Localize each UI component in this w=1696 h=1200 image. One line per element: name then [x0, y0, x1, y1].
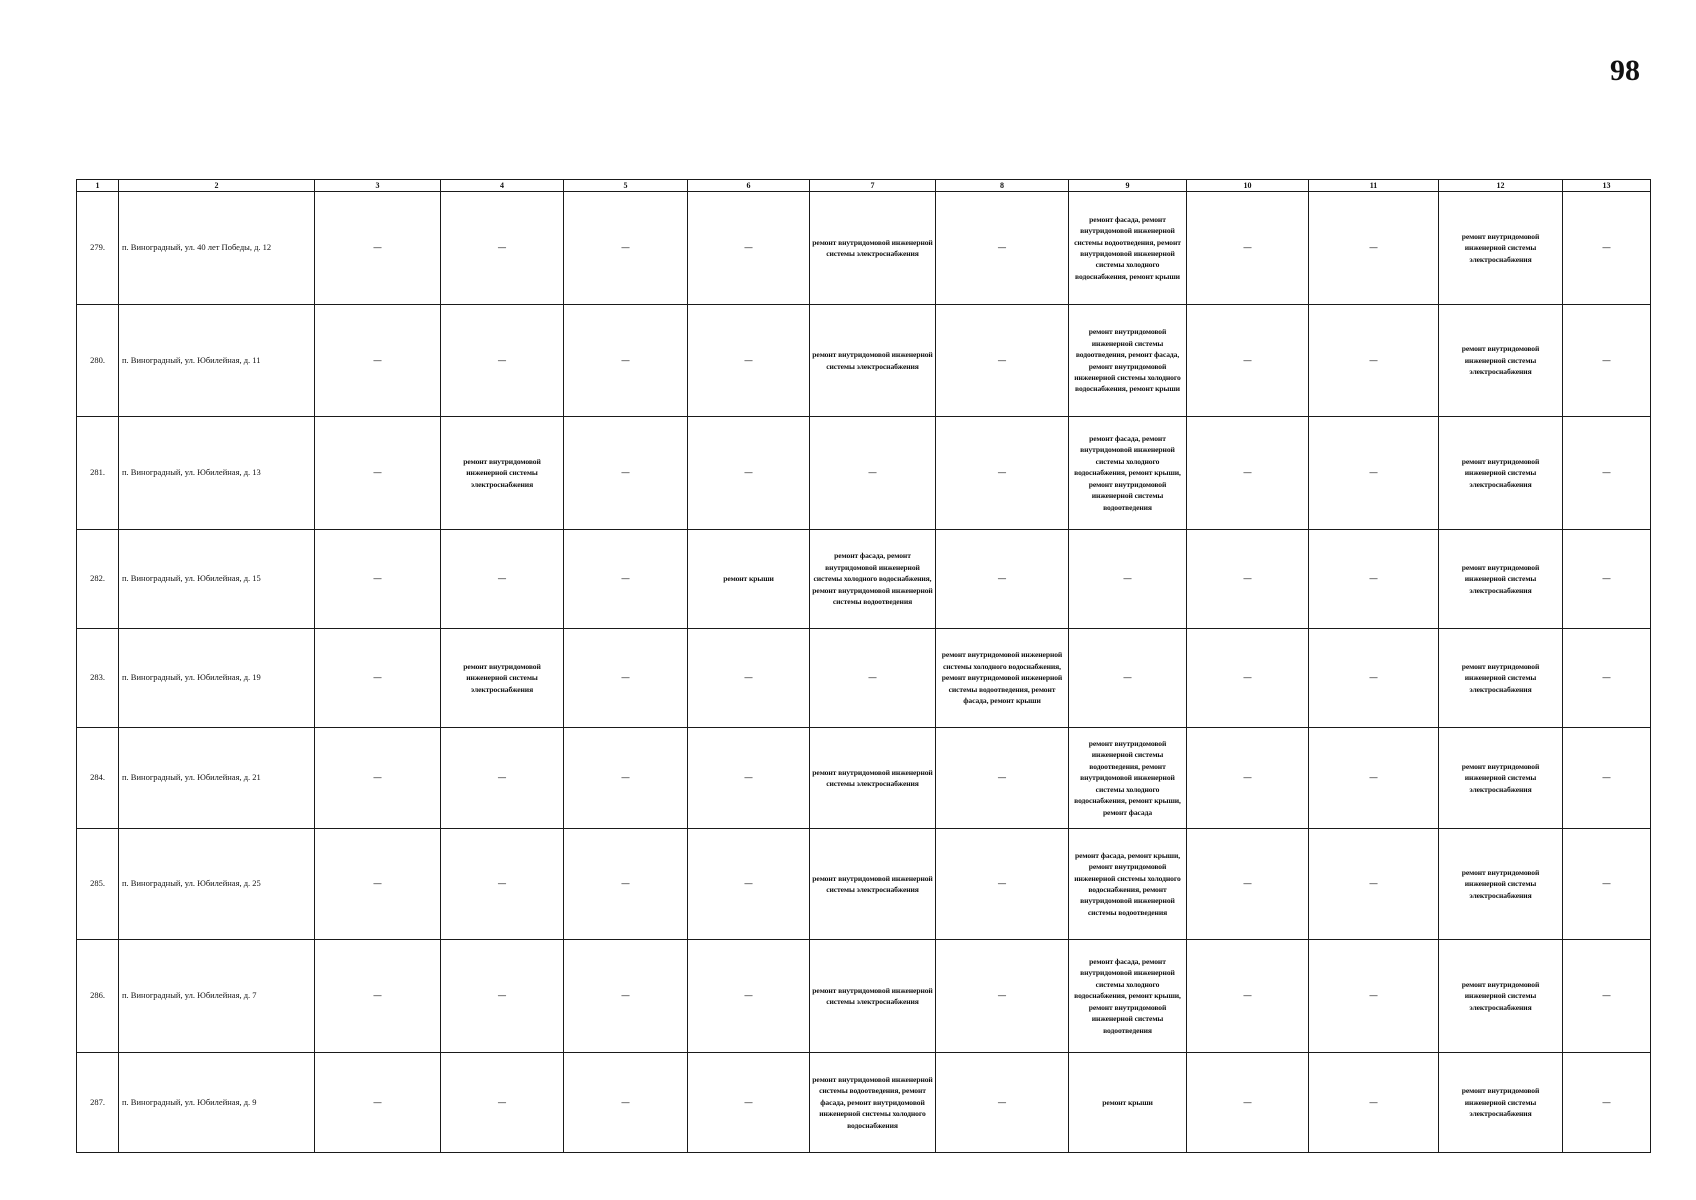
empty-dash-cell: —: [315, 629, 441, 728]
empty-dash-cell: —: [1563, 629, 1651, 728]
empty-dash-cell: —: [1563, 728, 1651, 829]
repair-work-cell: ремонт крыши: [1069, 1053, 1187, 1153]
column-header: 1: [77, 180, 119, 192]
empty-dash-cell: —: [1563, 305, 1651, 417]
column-header: 6: [688, 180, 810, 192]
row-number: 284.: [77, 728, 119, 829]
repair-work-cell: ремонт внутридомовой инженерной системы электроснабжения: [810, 728, 936, 829]
row-number: 286.: [77, 940, 119, 1053]
row-number: 283.: [77, 629, 119, 728]
repair-work-cell: ремонт внутридомовой инженерной системы холодного водоснабжения, ремонт внутридомовой инженерной системы водоотведения, ремонт фасада, ремонт крыши: [936, 629, 1069, 728]
repair-work-cell: ремонт внутридомовой инженерной системы водоотведения, ремонт внутридомовой инженерной системы холодного водоснабжения, ремонт крыши, ремонт фасада: [1069, 728, 1187, 829]
repair-work-cell: ремонт внутридомовой инженерной системы электроснабжения: [810, 305, 936, 417]
empty-dash-cell: —: [1563, 530, 1651, 629]
repair-work-cell: ремонт внутридомовой инженерной системы электроснабжения: [1439, 829, 1563, 940]
address-cell: п. Виноградный, ул. Юбилейная, д. 21: [119, 728, 315, 829]
empty-dash-cell: —: [936, 305, 1069, 417]
empty-dash-cell: —: [1563, 192, 1651, 305]
repair-work-cell: ремонт крыши: [688, 530, 810, 629]
row-number: 281.: [77, 417, 119, 530]
empty-dash-cell: —: [810, 629, 936, 728]
repair-schedule-table: [76, 179, 1651, 1153]
repair-work-cell: ремонт внутридомовой инженерной системы электроснабжения: [1439, 192, 1563, 305]
column-header: 13: [1563, 180, 1651, 192]
address-cell: п. Виноградный, ул. Юбилейная, д. 7: [119, 940, 315, 1053]
empty-dash-cell: —: [1187, 192, 1309, 305]
repair-work-cell: ремонт внутридомовой инженерной системы электроснабжения: [1439, 728, 1563, 829]
repair-work-cell: ремонт внутридомовой инженерной системы электроснабжения: [1439, 530, 1563, 629]
address-cell: п. Виноградный, ул. Юбилейная, д. 25: [119, 829, 315, 940]
repair-work-cell: ремонт внутридомовой инженерной системы электроснабжения: [1439, 1053, 1563, 1153]
empty-dash-cell: —: [1309, 192, 1439, 305]
empty-dash-cell: —: [441, 305, 564, 417]
empty-dash-cell: —: [441, 192, 564, 305]
column-header: 5: [564, 180, 688, 192]
empty-dash-cell: —: [1187, 1053, 1309, 1153]
empty-dash-cell: —: [564, 629, 688, 728]
empty-dash-cell: —: [1309, 305, 1439, 417]
address-cell: п. Виноградный, ул. Юбилейная, д. 9: [119, 1053, 315, 1153]
empty-dash-cell: —: [315, 940, 441, 1053]
column-header: 3: [315, 180, 441, 192]
table-row: [77, 417, 1651, 530]
empty-dash-cell: —: [936, 1053, 1069, 1153]
repair-work-cell: ремонт фасада, ремонт внутридомовой инженерной системы холодного водоснабжения, ремонт крыши, ремонт внутридомовой инженерной системы водоотведения: [1069, 417, 1187, 530]
empty-dash-cell: —: [441, 530, 564, 629]
empty-dash-cell: —: [1309, 728, 1439, 829]
empty-dash-cell: —: [441, 728, 564, 829]
repair-work-cell: ремонт внутридомовой инженерной системы электроснабжения: [1439, 940, 1563, 1053]
empty-dash-cell: —: [688, 829, 810, 940]
empty-dash-cell: —: [564, 728, 688, 829]
repair-work-cell: ремонт внутридомовой инженерной системы водоотведения, ремонт фасада, ремонт внутридомовой инженерной системы холодного водоснабжения: [810, 1053, 936, 1153]
table-row: [77, 728, 1651, 829]
empty-dash-cell: —: [1563, 940, 1651, 1053]
empty-dash-cell: —: [1187, 940, 1309, 1053]
empty-dash-cell: —: [688, 728, 810, 829]
page-number: 98: [1610, 54, 1640, 87]
table-row: [77, 305, 1651, 417]
repair-work-cell: ремонт фасада, ремонт внутридомовой инженерной системы холодного водоснабжения, ремонт крыши, ремонт внутридомовой инженерной системы водоотведения: [1069, 940, 1187, 1053]
row-number: 280.: [77, 305, 119, 417]
empty-dash-cell: —: [688, 305, 810, 417]
address-cell: п. Виноградный, ул. 40 лет Победы, д. 12: [119, 192, 315, 305]
column-header: 2: [119, 180, 315, 192]
empty-dash-cell: —: [1187, 829, 1309, 940]
empty-dash-cell: —: [315, 829, 441, 940]
repair-work-cell: ремонт внутридомовой инженерной системы электроснабжения: [1439, 629, 1563, 728]
table-row: [77, 629, 1651, 728]
empty-dash-cell: —: [1069, 530, 1187, 629]
empty-dash-cell: —: [936, 940, 1069, 1053]
repair-work-cell: ремонт фасада, ремонт внутридомовой инженерной системы водоотведения, ремонт внутридомовой инженерной системы холодного водоснабжения, ремонт крыши: [1069, 192, 1187, 305]
repair-work-cell: ремонт фасада, ремонт крыши, ремонт внутридомовой инженерной системы холодного водоснабжения, ремонт внутридомовой инженерной системы водоотведения: [1069, 829, 1187, 940]
empty-dash-cell: —: [441, 829, 564, 940]
empty-dash-cell: —: [441, 1053, 564, 1153]
empty-dash-cell: —: [1309, 417, 1439, 530]
repair-work-cell: ремонт внутридомовой инженерной системы электроснабжения: [1439, 305, 1563, 417]
empty-dash-cell: —: [315, 530, 441, 629]
empty-dash-cell: —: [1187, 530, 1309, 629]
empty-dash-cell: —: [315, 305, 441, 417]
address-cell: п. Виноградный, ул. Юбилейная, д. 19: [119, 629, 315, 728]
empty-dash-cell: —: [564, 417, 688, 530]
row-number: 285.: [77, 829, 119, 940]
repair-work-cell: ремонт внутридомовой инженерной системы электроснабжения: [441, 417, 564, 530]
empty-dash-cell: —: [688, 940, 810, 1053]
repair-work-cell: ремонт внутридомовой инженерной системы водоотведения, ремонт фасада, ремонт внутридомовой инженерной системы холодного водоснабжения, ремонт крыши: [1069, 305, 1187, 417]
column-header: 8: [936, 180, 1069, 192]
repair-work-cell: ремонт внутридомовой инженерной системы электроснабжения: [1439, 417, 1563, 530]
empty-dash-cell: —: [1563, 829, 1651, 940]
empty-dash-cell: —: [564, 530, 688, 629]
empty-dash-cell: —: [1309, 940, 1439, 1053]
column-header: 4: [441, 180, 564, 192]
empty-dash-cell: —: [1309, 829, 1439, 940]
row-number: 279.: [77, 192, 119, 305]
table-row: [77, 940, 1651, 1053]
empty-dash-cell: —: [1309, 1053, 1439, 1153]
empty-dash-cell: —: [1309, 629, 1439, 728]
empty-dash-cell: —: [564, 192, 688, 305]
empty-dash-cell: —: [564, 305, 688, 417]
address-cell: п. Виноградный, ул. Юбилейная, д. 13: [119, 417, 315, 530]
column-header: 7: [810, 180, 936, 192]
empty-dash-cell: —: [688, 192, 810, 305]
column-header: 9: [1069, 180, 1187, 192]
repair-work-cell: ремонт внутридомовой инженерной системы электроснабжения: [441, 629, 564, 728]
table-row: [77, 530, 1651, 629]
empty-dash-cell: —: [936, 192, 1069, 305]
empty-dash-cell: —: [315, 192, 441, 305]
empty-dash-cell: —: [1309, 530, 1439, 629]
empty-dash-cell: —: [1069, 629, 1187, 728]
empty-dash-cell: —: [810, 417, 936, 530]
table-row: [77, 829, 1651, 940]
repair-work-cell: ремонт внутридомовой инженерной системы электроснабжения: [810, 829, 936, 940]
empty-dash-cell: —: [564, 1053, 688, 1153]
empty-dash-cell: —: [1187, 629, 1309, 728]
address-cell: п. Виноградный, ул. Юбилейная, д. 15: [119, 530, 315, 629]
empty-dash-cell: —: [688, 629, 810, 728]
table-row: [77, 1053, 1651, 1153]
empty-dash-cell: —: [1563, 417, 1651, 530]
empty-dash-cell: —: [936, 530, 1069, 629]
row-number: 282.: [77, 530, 119, 629]
empty-dash-cell: —: [315, 728, 441, 829]
empty-dash-cell: —: [564, 829, 688, 940]
repair-work-cell: ремонт фасада, ремонт внутридомовой инженерной системы холодного водоснабжения, ремонт внутридомовой инженерной системы водоотведения: [810, 530, 936, 629]
empty-dash-cell: —: [1187, 728, 1309, 829]
table-row: [77, 192, 1651, 305]
empty-dash-cell: —: [1187, 417, 1309, 530]
empty-dash-cell: —: [936, 728, 1069, 829]
column-header: 10: [1187, 180, 1309, 192]
empty-dash-cell: —: [688, 417, 810, 530]
empty-dash-cell: —: [1563, 1053, 1651, 1153]
empty-dash-cell: —: [1187, 305, 1309, 417]
empty-dash-cell: —: [441, 940, 564, 1053]
empty-dash-cell: —: [315, 1053, 441, 1153]
address-cell: п. Виноградный, ул. Юбилейная, д. 11: [119, 305, 315, 417]
empty-dash-cell: —: [315, 417, 441, 530]
empty-dash-cell: —: [688, 1053, 810, 1153]
repair-work-cell: ремонт внутридомовой инженерной системы электроснабжения: [810, 192, 936, 305]
empty-dash-cell: —: [936, 829, 1069, 940]
column-header: 12: [1439, 180, 1563, 192]
empty-dash-cell: —: [564, 940, 688, 1053]
column-number-row: [77, 180, 1651, 192]
column-header: 11: [1309, 180, 1439, 192]
repair-work-cell: ремонт внутридомовой инженерной системы электроснабжения: [810, 940, 936, 1053]
empty-dash-cell: —: [936, 417, 1069, 530]
row-number: 287.: [77, 1053, 119, 1153]
